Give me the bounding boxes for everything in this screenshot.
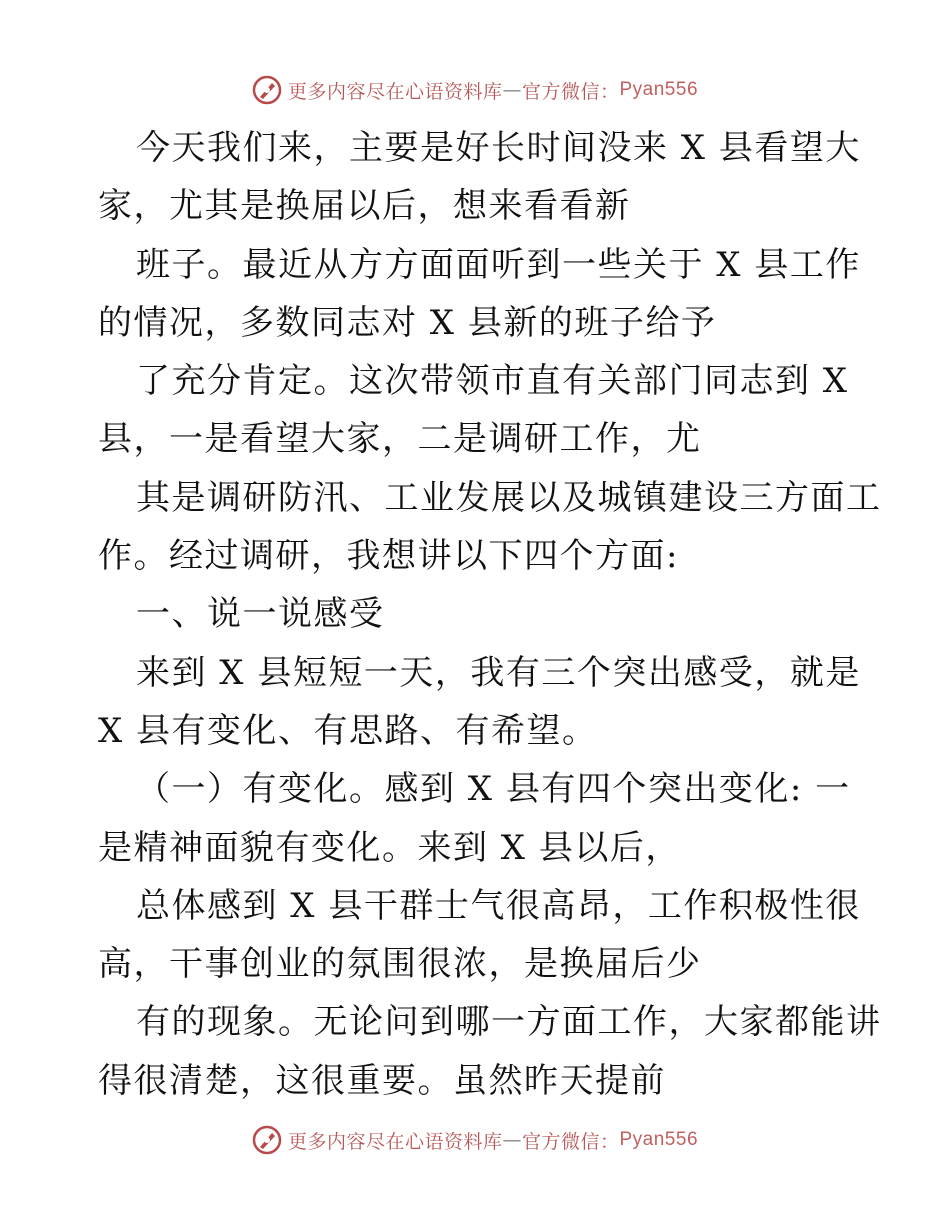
text-line: 其是调研防汛、工业发展以及城镇建设三方面工	[136, 477, 882, 518]
watermark-label: 官方微信：	[521, 1130, 620, 1153]
pen-logo-icon	[252, 1125, 282, 1155]
text-line: 作。经过调研，我想讲以下四个方面:	[98, 536, 679, 577]
text-line: 来到 X 县短短一天，我有三个突出感受，就是	[136, 652, 861, 693]
text-line: 有的现象。无论问到哪一方面工作，大家都能讲	[136, 1002, 882, 1043]
text-line: 家，尤其是换届以后，想来看看新	[98, 186, 631, 227]
text-line: （一）有变化。感到 X 县有四个突出变化: 一	[136, 769, 851, 810]
watermark-separator: —	[502, 79, 522, 101]
pen-logo-icon	[252, 75, 282, 105]
watermark-label: 官方微信：	[521, 80, 620, 103]
watermark-separator: —	[502, 1129, 522, 1151]
text-line: 是精神面貌有变化。来到 X 县以后，	[98, 827, 681, 868]
watermark-text: 更多内容尽在心语资料库	[287, 80, 503, 103]
text-line: 班子。最近从方方面面听到一些关于 X 县工作	[136, 244, 861, 285]
text-line: 一、说一说感受	[136, 594, 385, 635]
text-line: X 县有变化、有思路、有希望。	[98, 710, 598, 751]
watermark-text: 更多内容尽在心语资料库	[287, 1130, 503, 1153]
text-line: 今天我们来，主要是好长时间没来 X 县看望大	[136, 128, 861, 168]
document-body	[98, 119, 882, 1110]
text-line: 的情况，多数同志对 X 县新的班子给予	[98, 302, 717, 343]
text-line: 总体感到 X 县干群士气很高昂，工作积极性很	[136, 885, 861, 926]
watermark-id: Pyan556	[619, 79, 699, 100]
text-line: 了充分肯定。这次带领市直有关部门同志到 X	[136, 361, 849, 402]
watermark-id: Pyan556	[619, 1129, 699, 1150]
text-line: 县，一是看望大家，二是调研工作，尤	[98, 419, 702, 460]
header-watermark	[0, 70, 950, 110]
text-line: 得很清楚，这很重要。虽然昨天提前	[98, 1060, 666, 1101]
text-line: 高，干事创业的氛围很浓，是换届后少	[98, 944, 702, 985]
footer-watermark	[0, 1120, 950, 1160]
